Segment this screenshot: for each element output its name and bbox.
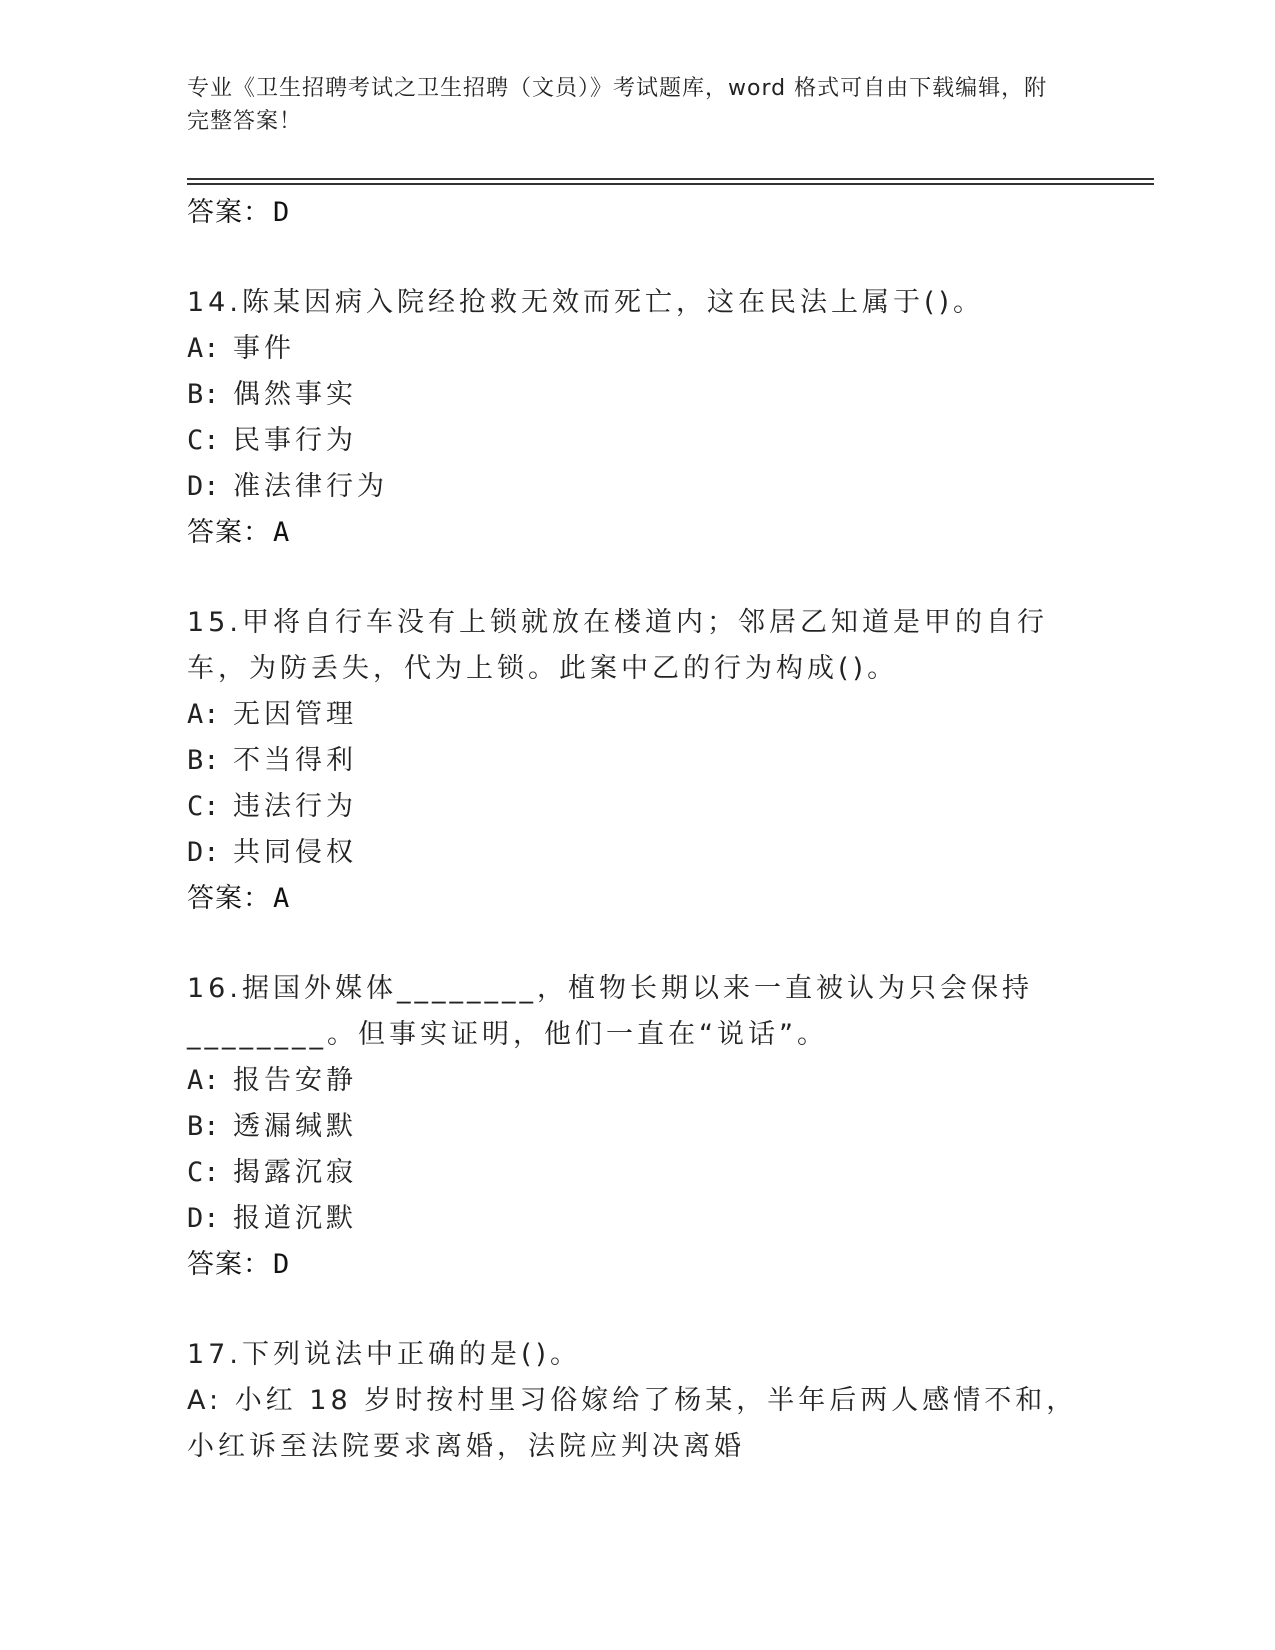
option-c: [187, 784, 1087, 830]
question-text: 14.陈某因病入院经抢救无效而死亡，这在民法上属于()。: [187, 287, 985, 318]
option-b: [187, 372, 1087, 418]
question-16: [187, 966, 1087, 1288]
answer-key: D: [273, 197, 291, 228]
answer-label: 答案：: [187, 517, 271, 548]
option-d: [187, 464, 1087, 510]
question-text: 16.据国外媒体________，植物长期以来一直被认为只会保持________。但事实证明，他们一直在“说话”。: [187, 973, 1033, 1050]
option-text: 事件: [233, 333, 295, 364]
option-text: 民事行为: [233, 425, 357, 456]
option-text: 偶然事实: [233, 379, 357, 410]
header-divider-top: [187, 178, 1154, 180]
header-divider-bottom: [187, 183, 1154, 185]
page-header: 专业《卫生招聘考试之卫生招聘（文员）》考试题库，word 格式可自由下载编辑，附完整答案！: [187, 76, 1048, 134]
option-letter: A:: [187, 699, 220, 730]
option-c: [187, 1150, 1087, 1196]
option-letter: C:: [187, 425, 220, 456]
answer-key: A: [273, 517, 291, 548]
option-letter: D:: [187, 471, 220, 502]
option-c: [187, 418, 1087, 464]
answer-line: [187, 1242, 1087, 1288]
question-14: [187, 280, 1087, 556]
question-list: [187, 190, 1087, 1470]
option-text: 报告安静: [233, 1065, 357, 1096]
option-d: [187, 830, 1087, 876]
option-text: 不当得利: [233, 745, 357, 776]
option-a: [187, 1058, 1087, 1104]
option-letter: A:: [187, 1065, 220, 1096]
option-letter: D:: [187, 1203, 220, 1234]
option-b: [187, 1104, 1087, 1150]
answer-key: A: [273, 883, 291, 914]
option-letter: C:: [187, 1157, 220, 1188]
option-text: 报道沉默: [233, 1203, 357, 1234]
option-d: [187, 1196, 1087, 1242]
option-a: [187, 1378, 1087, 1470]
answer-label: 答案：: [187, 1249, 271, 1280]
option-letter: B:: [187, 745, 220, 776]
answer-line: [187, 190, 1087, 236]
option-text: 揭露沉寂: [233, 1157, 357, 1188]
option-letter: B:: [187, 379, 220, 410]
option-letter: A:: [187, 1385, 223, 1416]
option-a: [187, 326, 1087, 372]
option-letter: D:: [187, 837, 220, 868]
option-letter: C:: [187, 791, 220, 822]
option-text: 准法律行为: [233, 471, 388, 502]
option-a: [187, 692, 1087, 738]
option-text: 透漏缄默: [233, 1111, 357, 1142]
answer-line: [187, 510, 1087, 556]
answer-key: D: [273, 1249, 291, 1280]
answer-line: [187, 876, 1087, 922]
option-text: 无因管理: [233, 699, 357, 730]
option-letter: B:: [187, 1111, 220, 1142]
answer-label: 答案：: [187, 197, 271, 228]
option-letter: A:: [187, 333, 220, 364]
option-b: [187, 738, 1087, 784]
option-text: 小红 18 岁时按村里习俗嫁给了杨某，半年后两人感情不和，小红诉至法院要求离婚，法院应判决离婚: [187, 1385, 1078, 1462]
question-17: [187, 1332, 1087, 1470]
question-15: [187, 600, 1087, 922]
option-text: 共同侵权: [233, 837, 357, 868]
option-text: 违法行为: [233, 791, 357, 822]
question-text: 17.下列说法中正确的是()。: [187, 1339, 582, 1370]
question-text: 15.甲将自行车没有上锁就放在楼道内；邻居乙知道是甲的自行车，为防丢失，代为上锁。此案中乙的行为构成()。: [187, 607, 1048, 684]
answer-label: 答案：: [187, 883, 271, 914]
